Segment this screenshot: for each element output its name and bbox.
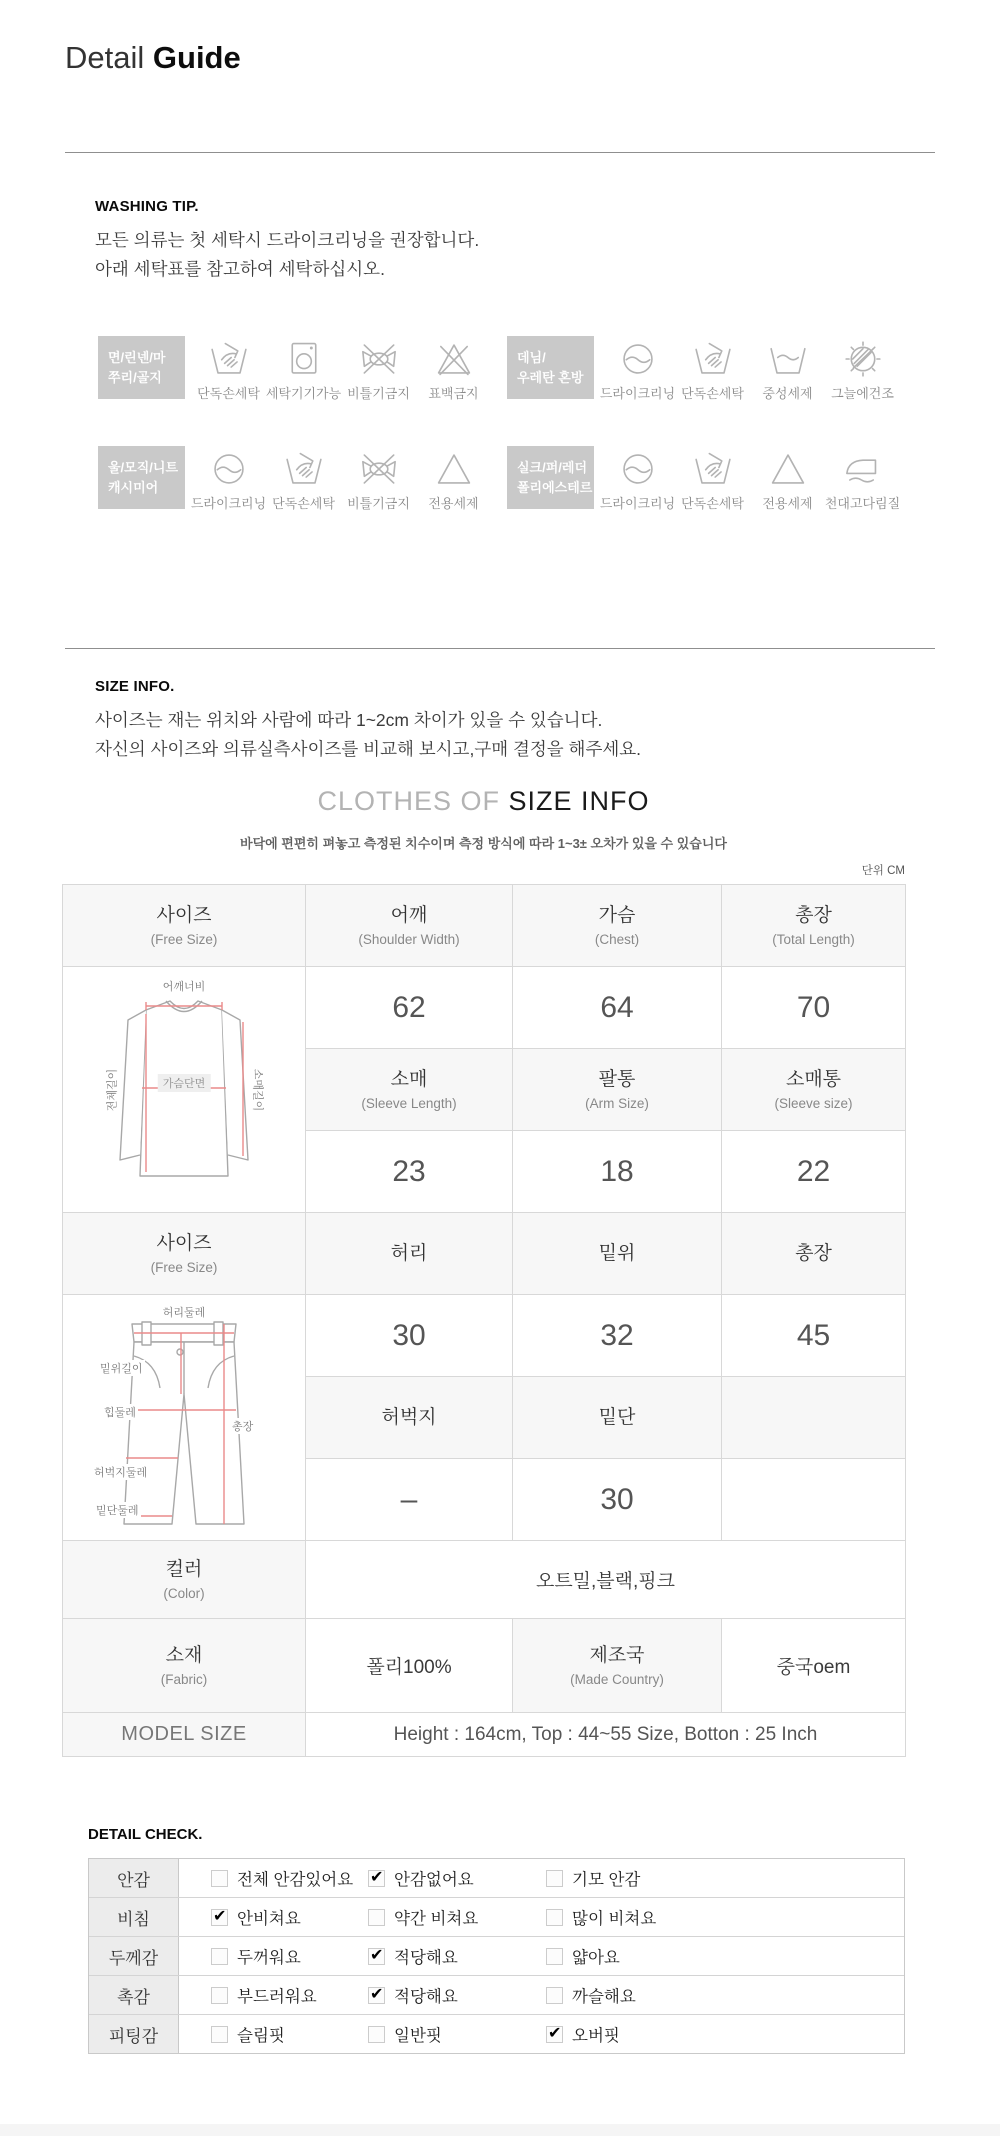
washing-symbol	[600, 336, 675, 402]
fabric-type-box: 실크/퍼/레더 폴리에스테르	[507, 446, 594, 509]
detail-check-option: 부드러워요	[211, 1983, 368, 2007]
total-length-label: 전체길이	[106, 1068, 119, 1111]
dry-clean-icon	[616, 337, 660, 381]
detail-check-option: 두꺼워요	[211, 1944, 368, 1968]
fabric-type-box: 데님/ 우레탄 혼방	[507, 336, 594, 399]
detail-check-row	[89, 1936, 904, 1975]
waist-circumference-label: 허리둘레	[162, 1306, 206, 1319]
length-value-cell: 70	[722, 967, 906, 1049]
section-divider	[65, 648, 935, 649]
fabric-value-cell: 폴리100%	[306, 1619, 513, 1713]
washing-symbol	[416, 336, 491, 402]
washing-symbol-label: 세탁기기가능	[265, 386, 342, 401]
washing-symbol	[675, 446, 750, 512]
washing-tip-heading: WASHING TIP.	[95, 198, 199, 215]
washing-group-cotton	[98, 336, 491, 402]
detail-check-option: ✔ 적당해요	[368, 1983, 546, 2007]
washing-symbol-label: 단독손세탁	[681, 386, 744, 401]
shirt-diagram-cell	[63, 967, 306, 1213]
washing-symbols-row-2	[98, 446, 900, 512]
detail-check-option: 기모 안감	[546, 1866, 904, 1890]
checkbox[interactable]	[546, 2026, 563, 2043]
washing-symbol-label: 비틀기금지	[347, 386, 410, 401]
pants-diagram	[74, 1298, 294, 1538]
made-country-header-cell: 제조국 (Made Country)	[513, 1619, 722, 1713]
unit-label: 단위 CM	[861, 865, 905, 877]
rise-header-cell: 밑위	[513, 1213, 722, 1295]
length-header-cell: 총장 (Total Length)	[722, 885, 906, 967]
checkbox[interactable]	[211, 1870, 228, 1887]
hem-circumference-label: 밑단둘레	[94, 1502, 141, 1518]
checkbox[interactable]	[368, 1870, 385, 1887]
washing-symbol-label: 전용세제	[762, 496, 813, 511]
detail-check-option: ✔ 안감없어요	[368, 1866, 546, 1890]
size-header-cell: 사이즈 (Free Size)	[63, 885, 306, 967]
shirt-diagram	[74, 970, 294, 1210]
table-row	[63, 1541, 906, 1619]
washing-symbol	[600, 446, 675, 512]
table-row	[63, 1619, 906, 1713]
chest-value-cell: 64	[513, 967, 722, 1049]
checkbox[interactable]	[211, 1909, 228, 1926]
washing-symbol-label: 단독손세탁	[197, 386, 260, 401]
color-value-cell: 오트밀,블랙,핑크	[306, 1541, 906, 1619]
washing-symbol-label: 비틀기금지	[347, 496, 410, 511]
detail-check-option: 슬림핏	[211, 2022, 368, 2046]
checkbox[interactable]	[368, 1987, 385, 2004]
hip-circumference-label: 힙둘레	[102, 1404, 138, 1420]
washing-symbol-label: 드라이크리닝	[599, 496, 676, 511]
detail-check-option: 약간 비쳐요	[368, 1905, 546, 1929]
detail-check-option: 얇아요	[546, 1944, 904, 1968]
checkbox[interactable]	[368, 1948, 385, 1965]
size-desc-line: 자신의 사이즈와 의류실측사이즈를 비교해 보시고,구매 결정을 해주세요.	[95, 739, 642, 759]
chest-width-label: 가슴단면	[158, 1074, 211, 1092]
detail-check-option: 일반핏	[368, 2022, 546, 2046]
washing-symbol-label: 드라이크리닝	[190, 496, 267, 511]
size-table-subtitle: 바닥에 편편히 펴놓고 측정된 치수이며 측정 방식에 따라 1~3± 오차가 있을 수 있습니다	[240, 836, 727, 851]
washing-symbol	[825, 336, 900, 402]
washing-symbol-label: 중성세제	[762, 386, 813, 401]
empty-header-cell	[722, 1377, 906, 1459]
detail-check-label: 비침	[89, 1898, 179, 1936]
detail-check-option: 많이 비쳐요	[546, 1905, 904, 1929]
section-divider	[65, 152, 935, 153]
rise-length-label: 밑위길이	[98, 1360, 145, 1376]
thigh-circumference-label: 허벅지둘레	[92, 1464, 149, 1480]
waist-header-cell: 허리	[306, 1213, 513, 1295]
model-size-value-cell: Height : 164cm, Top : 44~55 Size, Botton : 25 Inch	[306, 1713, 906, 1757]
checkbox[interactable]	[546, 1987, 563, 2004]
detail-check-option: ✔ 안비쳐요	[211, 1905, 368, 1929]
washing-symbol-label: 표백금지	[428, 386, 479, 401]
shoulder-header-cell: 어깨 (Shoulder Width)	[306, 885, 513, 967]
detail-check-option: 까슬해요	[546, 1983, 904, 2007]
size-desc-line: 사이즈는 재는 위치와 사람에 따라 1~2cm 차이가 있을 수 있습니다.	[95, 710, 603, 730]
table-row	[63, 967, 906, 1049]
no-bleach-icon	[432, 337, 476, 381]
washing-symbol-label: 드라이크리닝	[599, 386, 676, 401]
table-row	[63, 1713, 906, 1757]
bottom-strip	[0, 2124, 1000, 2136]
hem-header-cell: 밑단	[513, 1377, 722, 1459]
detail-check-option: ✔ 오버핏	[546, 2022, 904, 2046]
special-detergent-icon	[766, 447, 810, 491]
arm-value-cell: 18	[513, 1131, 722, 1213]
iron-cloth-icon	[841, 447, 885, 491]
special-detergent-icon	[432, 447, 476, 491]
washing-symbol-label: 전용세제	[428, 496, 479, 511]
washing-symbol	[341, 336, 416, 402]
washing-symbol	[750, 446, 825, 512]
page-title-bold: Guide	[152, 40, 241, 75]
washing-symbols-row-1	[98, 336, 900, 402]
no-wring-icon	[357, 447, 401, 491]
detail-check-option: 전체 안감있어요	[211, 1866, 368, 1890]
table-row	[63, 1295, 906, 1377]
checkbox[interactable]	[368, 1909, 385, 1926]
page-title-light: Detail	[65, 40, 145, 75]
detail-check-option: ✔ 적당해요	[368, 1944, 546, 1968]
arm-header-cell: 팔통 (Arm Size)	[513, 1049, 722, 1131]
size-table	[62, 884, 906, 1757]
waist-value-cell: 30	[306, 1295, 513, 1377]
hand-wash-icon	[207, 337, 251, 381]
size-table-title-bold: SIZE INFO	[508, 786, 650, 816]
thigh-header-cell: 허벅지	[306, 1377, 513, 1459]
size-info-heading: SIZE INFO.	[95, 678, 175, 695]
washing-symbol	[825, 446, 900, 512]
washing-symbol-label: 단독손세탁	[681, 496, 744, 511]
washing-symbol	[266, 336, 341, 402]
hand-wash-icon	[691, 447, 735, 491]
checkbox[interactable]	[546, 1909, 563, 1926]
washing-group-wool	[98, 446, 491, 512]
pants-total-length-label: 총장	[230, 1418, 255, 1434]
fabric-header-cell: 소재 (Fabric)	[63, 1619, 306, 1713]
detail-check-label: 안감	[89, 1859, 179, 1897]
checkbox[interactable]	[546, 1870, 563, 1887]
checkbox[interactable]	[211, 2026, 228, 2043]
fabric-type-box: 면/린넨/마 쭈리/골지	[98, 336, 185, 399]
washing-symbol	[191, 336, 266, 402]
washing-symbol	[416, 446, 491, 512]
neutral-detergent-icon	[766, 337, 810, 381]
shoulder-value-cell: 62	[306, 967, 513, 1049]
detail-check-row	[89, 1897, 904, 1936]
washing-symbol	[675, 336, 750, 402]
pants-diagram-cell	[63, 1295, 306, 1541]
size-table-title	[62, 786, 905, 817]
chest-header-cell: 가슴 (Chest)	[513, 885, 722, 967]
rise-value-cell: 32	[513, 1295, 722, 1377]
no-wring-icon	[357, 337, 401, 381]
detail-check-row	[89, 1975, 904, 2014]
thigh-value-cell: –	[306, 1459, 513, 1541]
detail-check-label: 두께감	[89, 1937, 179, 1975]
hand-wash-icon	[282, 447, 326, 491]
detail-check-row	[89, 1859, 904, 1897]
checkbox[interactable]	[368, 2026, 385, 2043]
detail-check-label: 촉감	[89, 1976, 179, 2014]
hand-wash-icon	[691, 337, 735, 381]
color-header-cell: 컬러 (Color)	[63, 1541, 306, 1619]
washing-group-silk	[507, 446, 900, 512]
washing-machine-icon	[282, 337, 326, 381]
page-title	[65, 40, 241, 76]
dry-clean-icon	[616, 447, 660, 491]
pants-length-header-cell: 총장	[722, 1213, 906, 1295]
sleeve-width-header-cell: 소매통 (Sleeve size)	[722, 1049, 906, 1131]
detail-check-table	[88, 1858, 905, 2054]
empty-value-cell	[722, 1459, 906, 1541]
washing-symbol	[341, 446, 416, 512]
washing-desc-line: 아래 세탁표를 참고하여 세탁하십시오.	[95, 259, 385, 279]
made-country-value-cell: 중국oem	[722, 1619, 906, 1713]
washing-symbol-label: 단독손세탁	[272, 496, 335, 511]
size-header-cell: 사이즈 (Free Size)	[63, 1213, 306, 1295]
size-table-title-light: CLOTHES OF	[317, 786, 509, 816]
washing-tip-description	[95, 226, 479, 284]
washing-symbol	[191, 446, 266, 512]
fabric-type-box: 울/모직/니트 캐시미어	[98, 446, 185, 509]
checkbox[interactable]	[211, 1948, 228, 1965]
model-size-header-cell: MODEL SIZE	[63, 1713, 306, 1757]
washing-symbol-label: 천대고다림질	[824, 496, 901, 511]
dry-clean-icon	[207, 447, 251, 491]
washing-desc-line: 모든 의류는 첫 세탁시 드라이크리닝을 권장합니다.	[95, 230, 480, 250]
detail-check-heading: DETAIL CHECK.	[88, 1826, 203, 1843]
size-info-description	[95, 706, 641, 764]
table-row	[63, 1213, 906, 1295]
detail-check-row	[89, 2014, 904, 2053]
pants-length-value-cell: 45	[722, 1295, 906, 1377]
washing-group-denim	[507, 336, 900, 402]
shoulder-width-label: 어깨너비	[162, 980, 206, 993]
checkbox[interactable]	[546, 1948, 563, 1965]
table-row	[63, 885, 906, 967]
sleeve-header-cell: 소매 (Sleeve Length)	[306, 1049, 513, 1131]
shade-dry-icon	[841, 337, 885, 381]
detail-check-label: 피팅감	[89, 2015, 179, 2053]
washing-symbol	[266, 446, 341, 512]
sleeve-length-label: 소매길이	[251, 1068, 264, 1111]
checkbox[interactable]	[211, 1987, 228, 2004]
sleeve-width-value-cell: 22	[722, 1131, 906, 1213]
washing-symbol-label: 그늘에건조	[831, 386, 894, 401]
sleeve-value-cell: 23	[306, 1131, 513, 1213]
washing-symbol	[750, 336, 825, 402]
hem-value-cell: 30	[513, 1459, 722, 1541]
